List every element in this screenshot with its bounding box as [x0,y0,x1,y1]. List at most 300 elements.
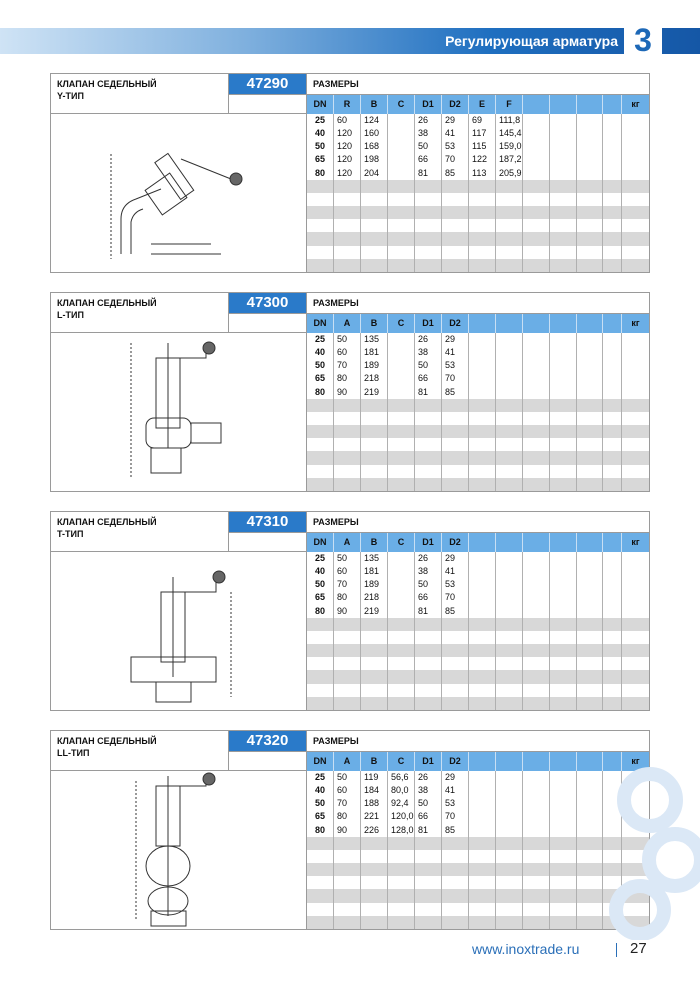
table-cell [388,193,415,206]
table-cell [577,644,603,657]
table-cell [496,465,523,478]
table-cell [334,399,361,412]
table-cell: 189 [361,578,388,591]
table-cell: 80 [334,810,361,823]
table-cell: 70 [442,810,469,823]
table-cell [307,618,334,631]
table-cell [523,863,550,876]
table-cell: 65 [307,372,334,385]
column-header [496,314,523,333]
table-cell [442,193,469,206]
table-cell [469,916,496,929]
table-cell: 56,6 [388,771,415,784]
table-cell [550,451,577,464]
table-cell [603,425,622,438]
dimensions-label: РАЗМЕРЫ [313,736,359,746]
table-cell [550,359,577,372]
table-cell: 38 [415,346,442,359]
table-cell [361,246,388,259]
table-cell [469,372,496,385]
table-cell [469,644,496,657]
table-cell [334,631,361,644]
table-cell [550,889,577,902]
footer-url[interactable]: www.inoxtrade.ru [472,941,580,957]
table-cell [496,478,523,491]
table-cell [603,259,622,272]
table-row [307,333,649,346]
table-cell: 60 [334,565,361,578]
table-cell [496,771,523,784]
table-cell: 66 [415,591,442,604]
column-header: кг [631,756,640,766]
table-cell: 50 [307,578,334,591]
table-cell: 219 [361,605,388,618]
column-header: D2 [442,752,469,771]
table-cell [307,180,334,193]
table-cell: 60 [334,114,361,127]
valve-drawing-ll [51,771,307,929]
product-name-line1: КЛАПАН СЕДЕЛЬНЫЙ [57,79,157,89]
table-cell [622,697,649,710]
table-cell [307,412,334,425]
table-cell [307,193,334,206]
table-cell [334,259,361,272]
table-cell [442,631,469,644]
product-name-line1: КЛАПАН СЕДЕЛЬНЫЙ [57,517,157,527]
column-header: B [361,752,388,771]
table-cell [550,837,577,850]
table-row-empty [307,697,649,710]
table-cell: 53 [442,359,469,372]
table-cell [469,697,496,710]
table-cell [550,219,577,232]
table-cell [469,359,496,372]
table-row-empty [307,399,649,412]
table-cell [523,153,550,166]
table-cell: 188 [361,797,388,810]
table-cell [550,127,577,140]
table-cell [334,684,361,697]
table-cell [523,206,550,219]
table-cell [469,810,496,823]
table-cell [496,438,523,451]
table-cell [307,259,334,272]
table-cell [577,114,603,127]
table-cell [442,219,469,232]
table-cell [361,903,388,916]
column-header [603,314,622,333]
table-cell [442,180,469,193]
product-code: 47300 [229,293,306,313]
table-cell [469,552,496,565]
table-cell [523,346,550,359]
table-cell [622,386,649,399]
table-cell [496,180,523,193]
product-name-line2: T-ТИП [57,529,84,539]
product-name-line1: КЛАПАН СЕДЕЛЬНЫЙ [57,736,157,746]
table-cell [603,359,622,372]
table-cell [577,552,603,565]
table-cell [577,346,603,359]
table-cell [496,206,523,219]
table-cell [523,578,550,591]
table-cell [622,670,649,683]
table-cell: 80 [334,372,361,385]
table-cell [577,591,603,604]
table-cell [603,193,622,206]
product-code: 47310 [229,512,306,532]
table-cell [622,399,649,412]
table-cell [603,140,622,153]
table-cell [577,232,603,245]
table-cell [388,425,415,438]
product-block [50,511,650,711]
table-cell [334,618,361,631]
table-cell: 226 [361,824,388,837]
table-cell [442,670,469,683]
table-cell [550,465,577,478]
table-cell: 218 [361,591,388,604]
table-cell: 50 [415,140,442,153]
table-cell [577,657,603,670]
table-cell [334,232,361,245]
table-cell: 29 [442,552,469,565]
table-cell [496,876,523,889]
table-cell [496,193,523,206]
table-cell [469,824,496,837]
table-cell [469,346,496,359]
table-cell: 50 [307,359,334,372]
table-cell [388,438,415,451]
table-cell [496,578,523,591]
table-cell: 124 [361,114,388,127]
table-cell [307,684,334,697]
table-cell [550,425,577,438]
table-cell [496,903,523,916]
table-cell: 40 [307,565,334,578]
table-cell [622,631,649,644]
table-cell [577,412,603,425]
table-cell [496,346,523,359]
table-cell [469,399,496,412]
table-cell [334,478,361,491]
table-cell [361,876,388,889]
product-name [51,293,229,332]
table-cell [415,889,442,902]
table-cell [550,153,577,166]
table-cell [361,259,388,272]
table-cell: 38 [415,127,442,140]
table-cell: 85 [442,824,469,837]
table-cell: 221 [361,810,388,823]
table-cell [442,684,469,697]
column-header: D1 [415,314,442,333]
table-cell [388,219,415,232]
table-cell [442,889,469,902]
table-cell [469,259,496,272]
table-cell: 204 [361,167,388,180]
table-cell [442,916,469,929]
page-number: 27 [630,940,647,957]
table-cell [415,670,442,683]
table-cell: 50 [415,578,442,591]
table-cell [550,478,577,491]
column-header: DN [307,95,334,114]
table-cell: 181 [361,565,388,578]
table-cell [307,438,334,451]
page-title: Регулирующая арматура [445,33,618,49]
table-row-empty [307,465,649,478]
table-cell [361,206,388,219]
product-name-line2: LL-ТИП [57,748,90,758]
table-cell [469,451,496,464]
table-cell [496,425,523,438]
table-cell [361,193,388,206]
product-header [51,293,649,333]
table-cell [496,657,523,670]
table-cell [577,697,603,710]
valve-drawing [51,771,307,929]
table-cell [442,465,469,478]
table-cell [361,837,388,850]
table-cell [361,618,388,631]
table-cell [388,140,415,153]
table-cell: 50 [334,333,361,346]
table-cell [496,591,523,604]
column-header: A [334,752,361,771]
table-cell [469,591,496,604]
table-cell: 26 [415,771,442,784]
table-cell [388,837,415,850]
table-cell [603,478,622,491]
table-cell [577,372,603,385]
table-cell [550,670,577,683]
table-cell: 120 [334,167,361,180]
valve-drawing [51,552,307,710]
table-cell [622,259,649,272]
table-cell [334,657,361,670]
table-cell [523,232,550,245]
table-cell [496,333,523,346]
table-cell [622,565,649,578]
table-cell [550,916,577,929]
table-cell [603,552,622,565]
table-cell [334,876,361,889]
table-cell [577,206,603,219]
table-cell [577,333,603,346]
product-name-line1: КЛАПАН СЕДЕЛЬНЫЙ [57,298,157,308]
table-cell [603,465,622,478]
table-cell [523,167,550,180]
column-header [577,95,603,114]
table-cell: 70 [334,797,361,810]
table-cell [496,412,523,425]
table-cell [415,232,442,245]
table-row [307,127,649,140]
table-cell [361,451,388,464]
table-cell [307,206,334,219]
column-header: C [388,752,415,771]
table-cell: 80 [307,605,334,618]
table-cell [415,438,442,451]
table-cell [442,425,469,438]
table-cell: 187,2 [496,153,523,166]
table-cell [496,605,523,618]
table-cell: 111,8 [496,114,523,127]
table-cell [469,386,496,399]
table-cell [523,618,550,631]
table-cell [469,219,496,232]
table-cell: 181 [361,346,388,359]
table-cell [334,837,361,850]
table-cell [550,232,577,245]
table-cell [577,478,603,491]
table-cell: 41 [442,346,469,359]
dimensions-label: РАЗМЕРЫ [313,298,359,308]
column-header: D2 [442,95,469,114]
table-row-empty [307,438,649,451]
table-cell [603,180,622,193]
table-cell [523,657,550,670]
table-cell [442,451,469,464]
table-cell [307,246,334,259]
table-cell [622,232,649,245]
table-cell [442,246,469,259]
table-cell [496,889,523,902]
table-row-empty [307,412,649,425]
table-cell [622,167,649,180]
table-cell: 85 [442,605,469,618]
table-cell: 160 [361,127,388,140]
table-cell [550,876,577,889]
table-cell [523,697,550,710]
table-cell [496,399,523,412]
table-cell: 90 [334,386,361,399]
table-cell [496,451,523,464]
table-cell [550,167,577,180]
table-cell [496,359,523,372]
table-cell [307,631,334,644]
table-cell: 219 [361,386,388,399]
table-row [307,153,649,166]
table-cell [388,180,415,193]
table-cell [415,876,442,889]
table-cell: 69 [469,114,496,127]
table-cell: 25 [307,333,334,346]
table-cell [442,863,469,876]
table-cell [361,412,388,425]
table-cell [523,797,550,810]
table-cell [603,232,622,245]
table-cell [550,657,577,670]
table-cell [415,850,442,863]
table-cell: 66 [415,153,442,166]
table-cell: 92,4 [388,797,415,810]
product-header [51,731,649,771]
table-cell: 81 [415,167,442,180]
table-cell [442,657,469,670]
table-cell [550,333,577,346]
table-cell [622,372,649,385]
table-row [307,140,649,153]
table-cell [550,684,577,697]
table-cell [603,206,622,219]
table-cell [523,916,550,929]
table-cell [603,605,622,618]
table-cell: 184 [361,784,388,797]
table-cell [334,850,361,863]
table-cell [388,114,415,127]
table-cell: 66 [415,372,442,385]
table-cell [550,605,577,618]
table-cell [469,333,496,346]
table-cell [603,438,622,451]
dimensions-table [307,552,649,710]
table-cell [361,850,388,863]
table-cell [361,425,388,438]
table-cell [361,438,388,451]
table-cell [307,863,334,876]
table-cell: 81 [415,386,442,399]
product-header [51,74,649,114]
table-cell [361,644,388,657]
table-cell [307,837,334,850]
table-cell [307,916,334,929]
table-cell: 60 [334,346,361,359]
table-cell [388,876,415,889]
table-cell [496,618,523,631]
table-cell [388,153,415,166]
table-cell [361,697,388,710]
table-row-empty [307,451,649,464]
table-cell [550,631,577,644]
column-header [496,533,523,552]
table-cell [550,771,577,784]
table-cell [361,863,388,876]
table-row-empty [307,259,649,272]
table-cell [603,114,622,127]
table-cell [334,465,361,478]
table-cell [577,438,603,451]
table-cell [469,565,496,578]
table-cell [415,259,442,272]
table-cell [361,232,388,245]
table-cell [334,206,361,219]
table-header [307,313,649,333]
table-cell [603,153,622,166]
table-cell [334,180,361,193]
table-cell [469,618,496,631]
table-cell [577,180,603,193]
table-cell [442,850,469,863]
table-cell: 189 [361,359,388,372]
table-cell [496,631,523,644]
table-cell [496,784,523,797]
product-name-line2: Y-ТИП [57,91,84,101]
table-cell [603,386,622,399]
table-cell [415,246,442,259]
table-cell [523,591,550,604]
table-cell [603,219,622,232]
table-cell: 135 [361,333,388,346]
table-cell [442,206,469,219]
table-cell: 26 [415,552,442,565]
dimensions-table [307,333,649,491]
table-cell: 145,4 [496,127,523,140]
table-cell [334,670,361,683]
table-cell: 50 [334,771,361,784]
table-cell [603,591,622,604]
